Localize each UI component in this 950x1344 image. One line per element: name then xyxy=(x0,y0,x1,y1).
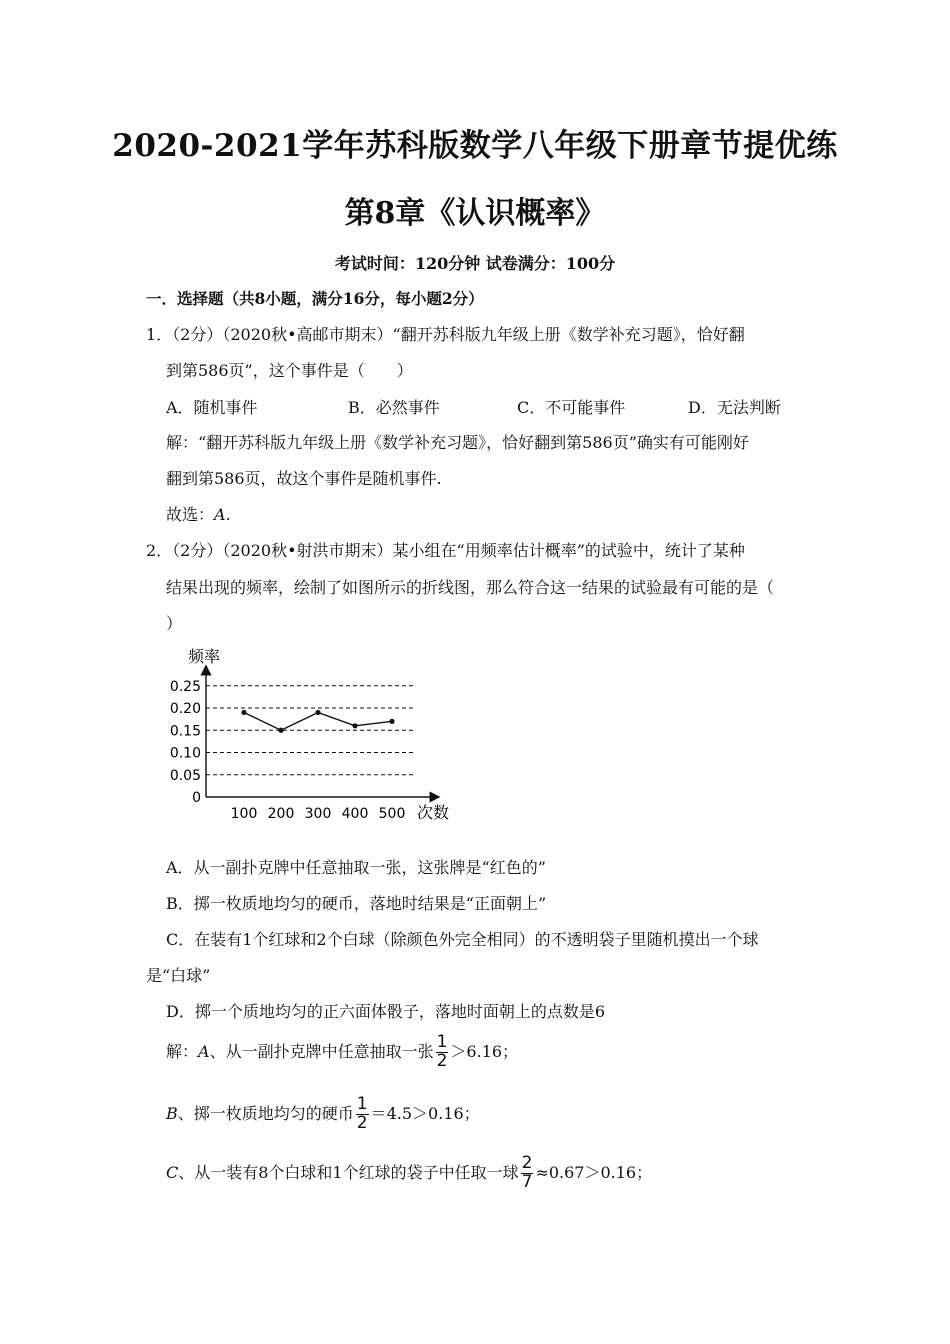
y-tick-label: 0.05 xyxy=(169,767,201,784)
exam-meta: 考试时间：120分钟 试卷满分：100分 xyxy=(334,254,616,273)
q1-option-a: A．随机事件 xyxy=(166,398,258,417)
y-tick-label: 0 xyxy=(192,790,201,806)
data-point xyxy=(278,728,283,733)
data-point xyxy=(315,710,320,715)
data-point xyxy=(241,710,246,715)
frequency-line-chart xyxy=(160,640,460,830)
data-point xyxy=(352,723,357,728)
y-tick-label: 0.15 xyxy=(169,723,201,740)
fraction: $\frac{1}{2}$ xyxy=(356,1094,368,1133)
q1-answer: 故选：A. xyxy=(166,505,231,524)
q1-solution-line1: 解：“翻开苏科版九年级上册《数学补充习题》，恰好翻到第586页”确实有可能刚好 xyxy=(166,433,749,452)
q2-option-c-line2: 是“白球” xyxy=(146,966,211,985)
x-tick-label: 100 xyxy=(230,806,258,822)
data-point xyxy=(389,719,394,724)
y-axis-label: 频率 xyxy=(188,647,221,666)
x-tick-label: 500 xyxy=(378,806,406,822)
y-tick-label: 0.10 xyxy=(169,745,201,762)
q2-line3: ） xyxy=(166,614,183,633)
page-subtitle: 第8章《认识概率》 xyxy=(344,196,606,231)
q1-option-b: B．必然事件 xyxy=(348,398,440,417)
q2-option-d: D．掷一个质地均匀的正六面体骰子，落地时面朝上的点数是6 xyxy=(166,1002,606,1021)
q1-option-c: C．不可能事件 xyxy=(517,398,626,417)
page-title: 2020-2021学年苏科版数学八年级下册章节提优练 xyxy=(112,128,838,164)
y-tick-label: 0.25 xyxy=(169,678,201,695)
q2-solution-c: C、从一装有8个白球和1个红球的袋子中任取一球 $\frac{2}{7}$ ≈0.67＞0.16； xyxy=(166,1153,653,1192)
q2-option-b: B．掷一枚质地均匀的硬币，落地时结果是“正面朝上” xyxy=(166,894,547,913)
fraction: $\frac{1}{2}$ xyxy=(436,1032,448,1071)
q1-line2: 到第586页”，这个事件是（ ） xyxy=(166,361,413,380)
section-heading: 一．选择题（共8小题，满分16分，每小题2分） xyxy=(146,289,484,308)
q2-line2: 结果出现的频率，绘制了如图所示的折线图，那么符合这一结果的试验最有可能的是（ xyxy=(166,578,775,597)
x-tick-label: 300 xyxy=(304,806,332,822)
q1-solution-line2: 翻到第586页，故这个事件是随机事件. xyxy=(166,469,442,488)
fraction: $\frac{2}{7}$ xyxy=(521,1153,533,1192)
series-line xyxy=(244,712,392,730)
q2-option-a: A．从一副扑克牌中任意抽取一张，这张牌是“红色的” xyxy=(166,858,546,877)
y-tick-label: 0.20 xyxy=(169,701,201,717)
x-axis-label: 次数 xyxy=(417,803,450,822)
x-tick-label: 200 xyxy=(267,806,295,822)
x-tick-label: 400 xyxy=(341,806,369,822)
q2-option-c-line1: C．在装有1个红球和2个白球（除颜色外完全相同）的不透明袋子里随机摸出一个球 xyxy=(166,930,759,949)
q2-solution-a: 解：A、从一副扑克牌中任意抽取一张 $\frac{1}{2}$ ＞6.16； xyxy=(166,1032,519,1071)
q1-line1: 1．（2分）（2020秋•高邮市期末）“翻开苏科版九年级上册《数学补充习题》，恰好翻 xyxy=(146,325,745,344)
q2-line1: 2．（2分）（2020秋•射洪市期末）某小组在“用频率估计概率”的试验中，统计了某种 xyxy=(146,541,745,560)
q2-solution-b: B、掷一枚质地均匀的硬币 $\frac{1}{2}$ ＝4.5＞0.16； xyxy=(166,1094,480,1133)
q1-option-d: D．无法判断 xyxy=(688,398,781,417)
